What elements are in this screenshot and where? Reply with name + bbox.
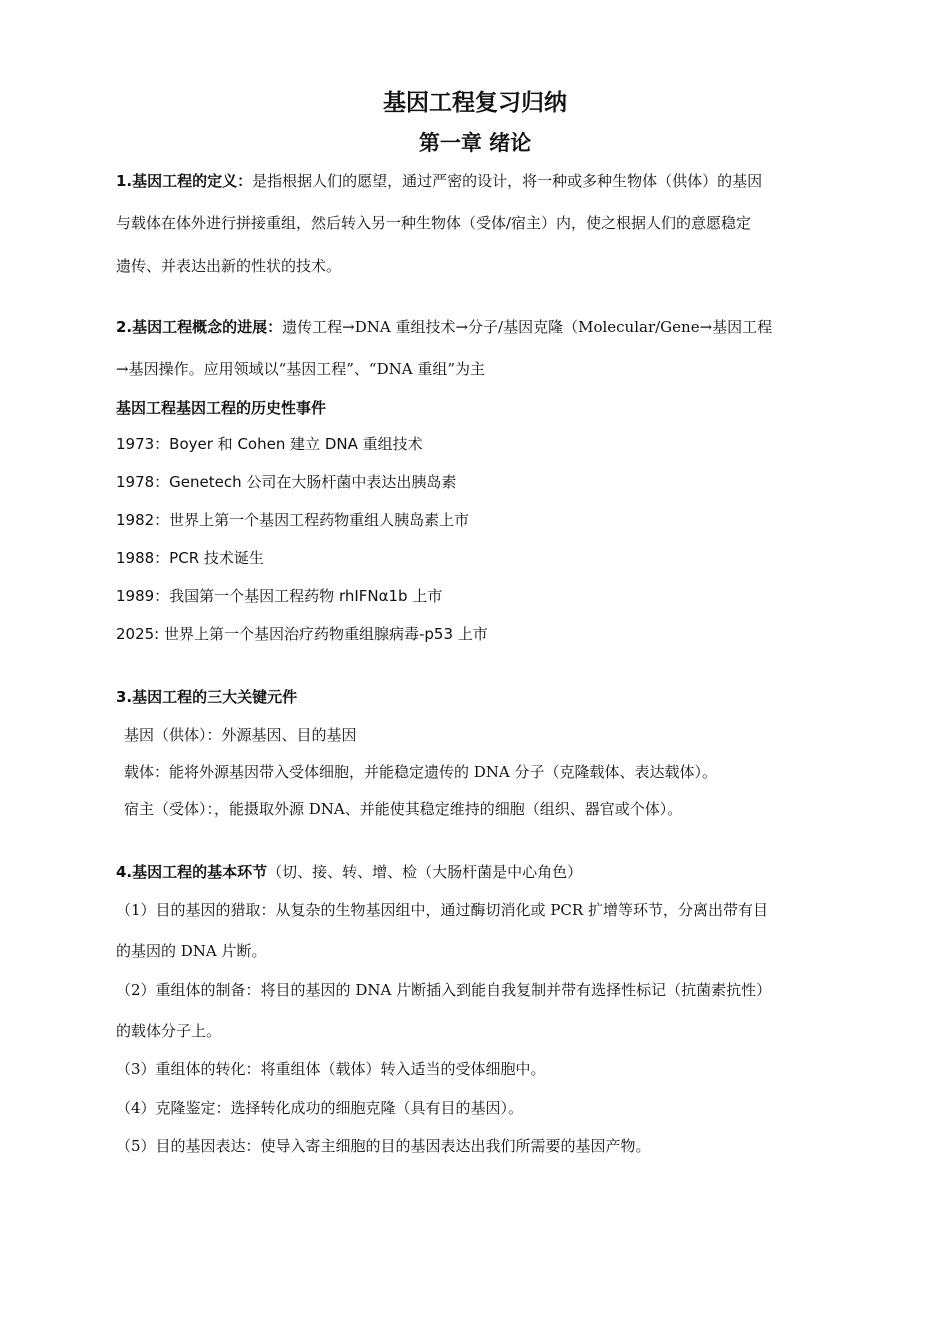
- basic-steps-note: （切、接、转、增、检（大肠杆菌是中心角色）: [267, 863, 583, 881]
- basic-steps-heading: 4.基因工程的基本环节: [116, 863, 268, 881]
- chapter-heading: 第一章 绪论: [418, 131, 532, 155]
- basic-step-line: 的载体分子上。: [116, 1022, 222, 1040]
- key-element-item: 宿主（受体）：，能摄取外源 DNA、并能使其稳定维持的细胞（组织、器官或个体）。: [124, 800, 683, 818]
- basic-step-line: （1）目的基因的猎取：从复杂的生物基因组中，通过酶切消化或 PCR 扩增等环节，分离出带有目: [116, 901, 768, 919]
- history-event: 1982：世界上第一个基因工程药物重组人胰岛素上市: [116, 511, 470, 529]
- definition-paragraph-line-1: [116, 171, 836, 191]
- key-element-item: 载体：能将外源基因带入受体细胞，并能稳定遗传的 DNA 分子（克隆载体、表达载体）。: [124, 763, 718, 781]
- definition-paragraph-line-2: 与载体在体外进行拼接重组，然后转入另一种生物体（受体/宿主）内，使之根据人们的意愿稳定: [116, 214, 752, 232]
- progress-text: 遗传工程→DNA 重组技术→分子/基因克隆（Molecular/Gene→基因工程: [282, 318, 773, 336]
- history-event: 1978：Genetech 公司在大肠杆菌中表达出胰岛素: [116, 473, 457, 491]
- key-element-item: 基因（供体）：外源基因、目的基因: [124, 726, 357, 744]
- basic-steps-heading-line: [116, 862, 836, 882]
- basic-step-line: （5）目的基因表达：使导入寄主细胞的目的基因表达出我们所需要的基因产物。: [116, 1137, 651, 1155]
- progress-paragraph-line-1: [116, 317, 836, 337]
- basic-step-line: 的基因的 DNA 片断。: [116, 942, 267, 960]
- history-event: 2025: 世界上第一个基因治疗药物重组腺病毒-p53 上市: [116, 625, 488, 643]
- basic-step-line: （2）重组体的制备：将目的基因的 DNA 片断插入到能自我复制并带有选择性标记（抗菌素抗性）: [116, 981, 772, 999]
- history-event: 1988：PCR 技术诞生: [116, 549, 264, 567]
- progress-heading: 2.基因工程概念的进展：: [116, 318, 283, 336]
- key-elements-heading: 3.基因工程的三大关键元件: [116, 688, 298, 706]
- definition-text: 是指根据人们的愿望，通过严密的设计，将一种或多种生物体（供体）的基因: [252, 172, 763, 190]
- history-event: 1973：Boyer 和 Cohen 建立 DNA 重组技术: [116, 435, 423, 453]
- history-heading: 基因工程基因工程的历史性事件: [116, 399, 327, 417]
- progress-paragraph-line-2: →基因操作。应用领域以“基因工程”、“DNA 重组”为主: [116, 360, 485, 378]
- document-title: 基因工程复习归纳: [383, 90, 567, 116]
- definition-heading: 1.基因工程的定义：: [116, 172, 253, 190]
- definition-paragraph-line-3: 遗传、并表达出新的性状的技术。: [116, 257, 342, 275]
- history-event: 1989：我国第一个基因工程药物 rhIFNα1b 上市: [116, 587, 443, 605]
- basic-step-line: （4）克隆鉴定：选择转化成功的细胞克隆（具有目的基因）。: [116, 1099, 524, 1117]
- basic-step-line: （3）重组体的转化：将重组体（载体）转入适当的受体细胞中。: [116, 1060, 546, 1078]
